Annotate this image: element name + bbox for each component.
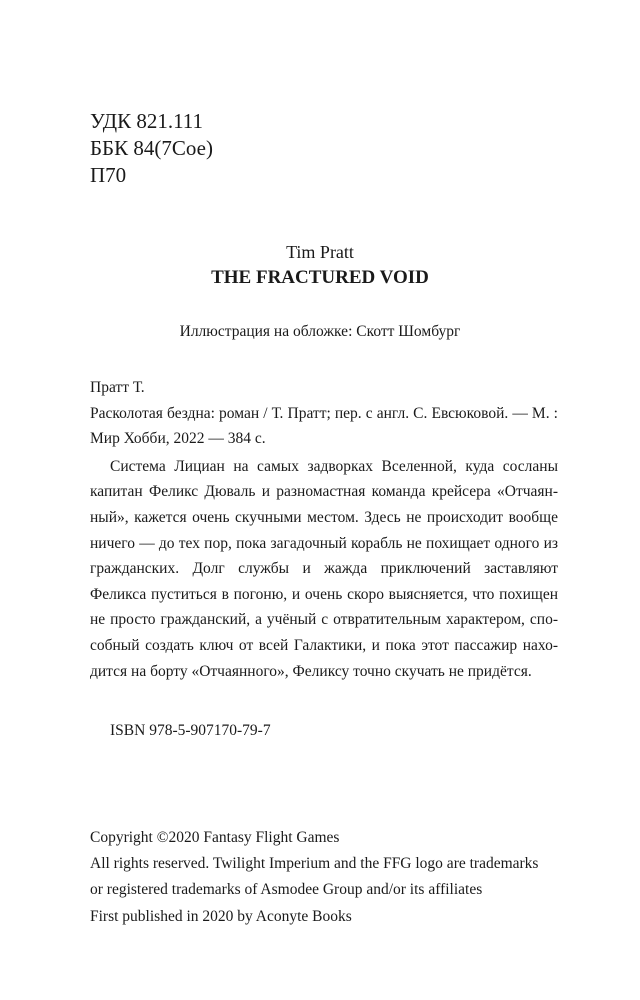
annotation-text: Система Лициан на самых задворках Вселенной, куда сосланы капитан Феликс Дюваль и разномастная команда крейсера «Отчаянный», кажется очень скучными местом. Здесь не происходит вообще ничего — до тех пор, пока загадочный корабль не похищает одного из гражданских. Долг службы и жажда приключений заставляют Феликса пуститься в погоню, и очень скоро выясняется, что похищен не просто гражданский, а учёный с отвратительным характером, способный создать ключ от всей Галактики, и пока этот пассажир находится на борту «Отчаянного», Феликсу точно скучать не придётся. [90,457,558,680]
trademarks-line: or registered trademarks of Asmodee Group and/or its affiliates [90,881,483,899]
rights-line: All rights reserved. Twilight Imperium and the FFG logo are trademarks [90,855,539,873]
bbk-code: ББК 84(7Сое) [90,136,213,160]
original-title: THE FRACTURED VOID [211,267,429,288]
udk-code: УДК 821.111 [90,109,204,133]
copyright-block [90,825,590,930]
original-author: Tim Pratt [286,242,354,262]
copyright-line: Copyright ©2020 Fantasy Flight Games [90,829,340,846]
first-published-line: First published in 2020 by Aconyte Books [90,907,352,925]
record-entry: Расколотая бездна: роман / Т. Пратт; пер. с англ. С. Евсюковой. — М. : Мир Хобби, 2022 — 384 с. [90,404,558,448]
classification-block [90,108,213,189]
bibliographic-record [90,375,558,684]
isbn: ISBN 978-5-907170-79-7 [110,722,271,739]
cover-illustration-credit: Иллюстрация на обложке: Скотт Шомбург [179,323,461,340]
author-code: П70 [90,163,127,187]
record-heading: Пратт Т. [90,379,145,396]
